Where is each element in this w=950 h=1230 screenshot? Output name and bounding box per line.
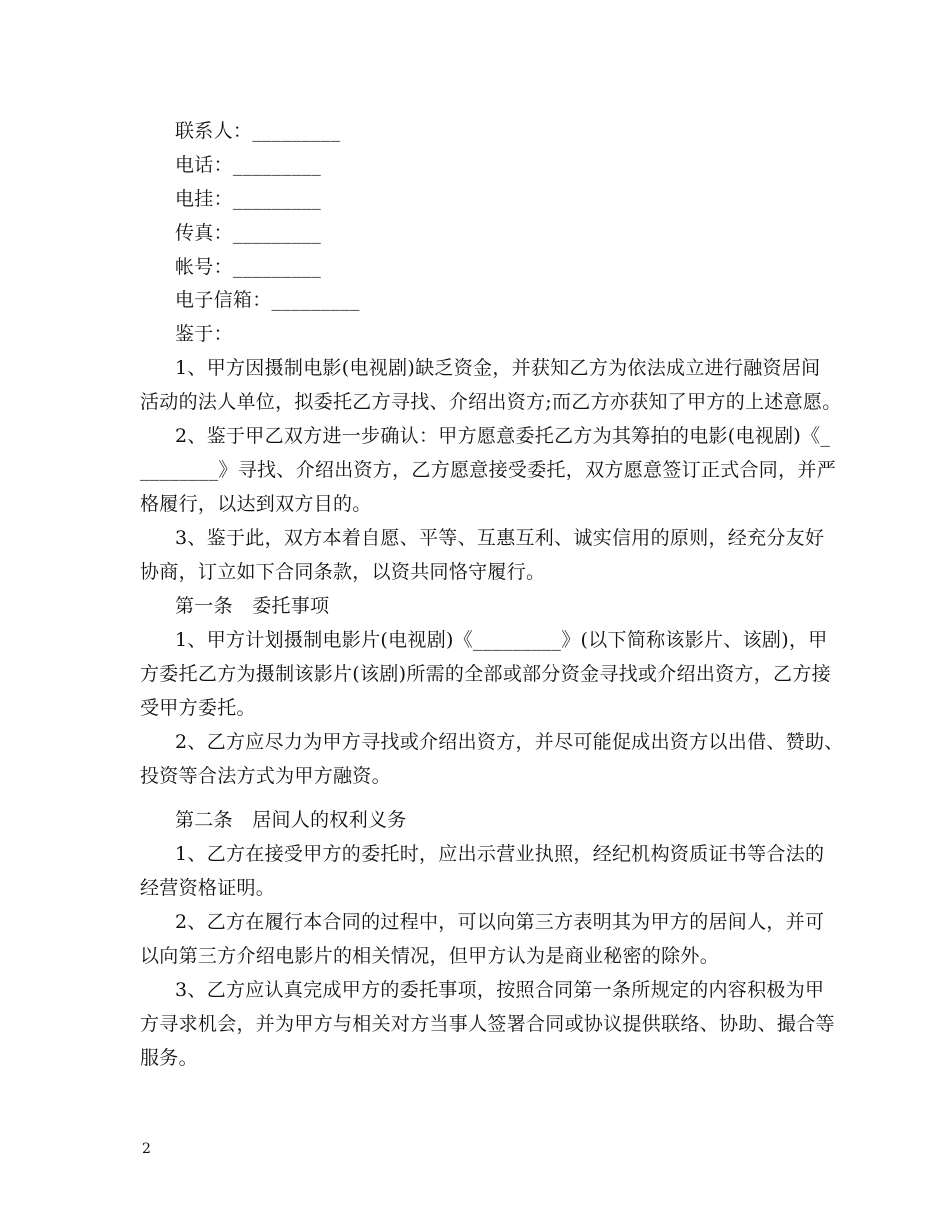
contact-fax-line: 传真：_________ xyxy=(175,222,322,244)
paragraph-line: 2、乙方应尽力为甲方寻找或介绍出资方，并尽可能促成出资方以出借、赞助、 xyxy=(175,731,844,753)
whereas-heading: 鉴于： xyxy=(175,323,233,345)
contact-phone-line: 电话：_________ xyxy=(175,154,322,176)
paragraph-line: 方寻求机会，并为甲方与相关对方当事人签署合同或协议提供联络、协助、撮合等 xyxy=(140,1013,835,1035)
paragraph-line: 服务。 xyxy=(140,1047,198,1069)
contact-telex-line: 电挂：_________ xyxy=(175,188,322,210)
paragraph-line: 1、乙方在接受甲方的委托时，应出示营业执照，经纪机构资质证书等合法的 xyxy=(175,843,825,865)
contact-person-line: 联系人：_________ xyxy=(175,120,341,142)
article-1-heading: 第一条 委托事项 xyxy=(175,595,330,617)
paragraph-line: 活动的法人单位，拟委托乙方寻找、介绍出资方;而乙方亦获知了甲方的上述意愿。 xyxy=(140,391,842,413)
paragraph-line: 2、乙方在履行本合同的过程中，可以向第三方表明其为甲方的居间人，并可 xyxy=(175,911,825,933)
contact-account-line: 帐号：_________ xyxy=(175,256,322,278)
paragraph-line: ________》寻找、介绍出资方，乙方愿意接受委托，双方愿意签订正式合同，并严 xyxy=(140,459,837,481)
paragraph-line: 经营资格证明。 xyxy=(140,877,276,899)
paragraph-line: 受甲方委托。 xyxy=(140,697,256,719)
article-2-heading: 第二条 居间人的权利义务 xyxy=(175,809,407,831)
paragraph-line: 方委托乙方为摄制该影片(该剧)所需的全部或部分资金寻找或介绍出资方，乙方接 xyxy=(140,663,831,685)
paragraph-line: 协商，订立如下合同条款，以资共同恪守履行。 xyxy=(140,561,546,583)
paragraph-line: 投资等合法方式为甲方融资。 xyxy=(140,765,391,787)
contact-email-line: 电子信箱：_________ xyxy=(175,289,360,311)
paragraph-line: 格履行，以达到双方目的。 xyxy=(140,493,372,515)
page-number: 2 xyxy=(142,1141,151,1157)
paragraph-line: 以向第三方介绍电影片的相关情况，但甲方认为是商业秘密的除外。 xyxy=(140,945,720,967)
paragraph-line: 2、鉴于甲乙双方进一步确认：甲方愿意委托乙方为其筹拍的电影(电视剧)《_ xyxy=(175,425,831,447)
paragraph-line: 1、甲方计划摄制电影片(电视剧)《_________》(以下简称该影片、该剧)，甲 xyxy=(175,629,828,651)
paragraph-line: 1、甲方因摄制电影(电视剧)缺乏资金，并获知乙方为依法成立进行融资居间 xyxy=(175,357,821,379)
paragraph-line: 3、鉴于此，双方本着自愿、平等、互惠互利、诚实信用的原则，经充分友好 xyxy=(175,527,825,549)
paragraph-line: 3、乙方应认真完成甲方的委托事项，按照合同第一条所规定的内容积极为甲 xyxy=(175,979,825,1001)
